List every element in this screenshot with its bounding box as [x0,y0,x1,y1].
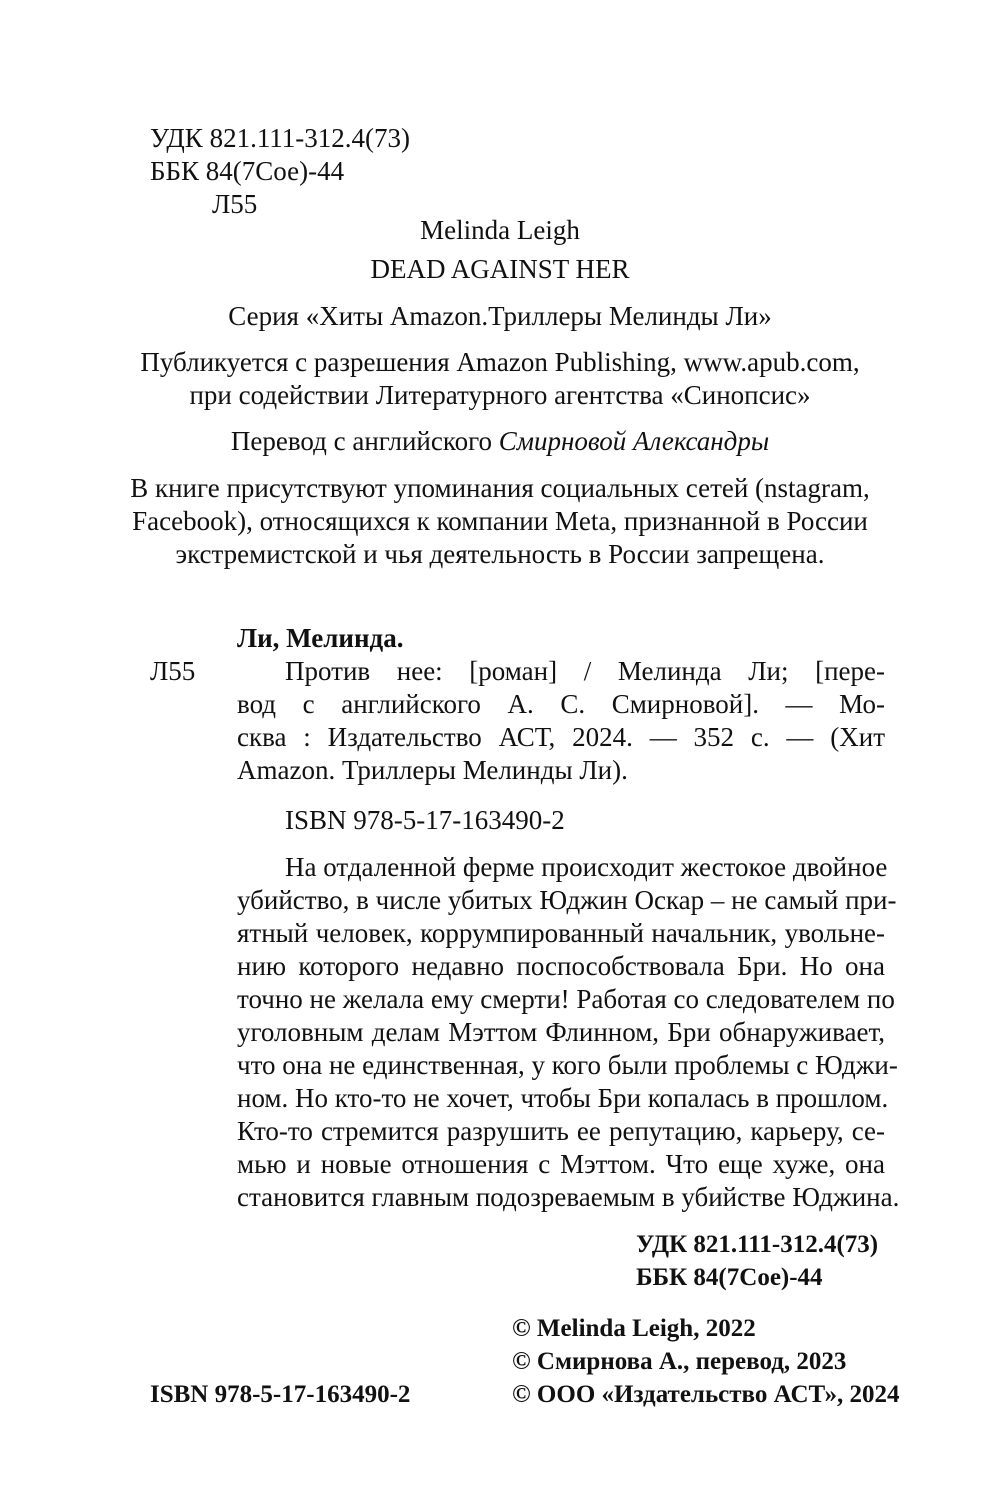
catalog-line: сква : Издательство АСТ, 2024. — 352 с. — (Хит [237,722,885,752]
annotation-line: уголовным делам Мэттом Флинном, Бри обнаруживает, [237,1017,885,1047]
rights-line: Публикуется с разрешения Amazon Publishing, www.apub.com, [140,347,860,377]
author-sign: Л55 [212,189,258,219]
notice-line: Facebook), относящихся к компании Meta, признанной в России [132,506,868,536]
translation-credit [0,425,1000,458]
udk-code: УДК 821.111-312.4(73) [150,123,411,153]
rights-line: при содействии Литературного агентства «Синопсис» [189,380,811,410]
annotation-line: точно не желала ему смерти! Работая со следователем по [237,984,895,1014]
copyright-line: © Melinda Leigh, 2022 [512,1315,756,1342]
annotation-line: ном. Но кто-то не хочет, чтобы Бри копалась в прошлом. [237,1083,889,1113]
series: Серия «Хиты Amazon.Триллеры Мелинды Ли» [228,301,772,331]
annotation-line: мью и новые отношения с Мэттом. Что еще хуже, она [237,1149,885,1179]
notice-line: экстремистской и чья деятельность в России запрещена. [175,539,825,569]
annotation-line: что она не единственная, у кого были проблемы с Юджи- [237,1050,898,1080]
catalog-line: Amazon. Триллеры Мелинды Ли). [237,755,628,785]
footer-bbk: ББК 84(7Сое)-44 [636,1264,823,1291]
footer-isbn: ISBN 978-5-17-163490-2 [150,1381,411,1408]
bbk-code: ББК 84(7Сое)-44 [150,156,345,186]
annotation-line: убийство, в числе убитых Юджин Оскар – не самый при- [237,885,897,915]
translator-name: Смирновой Александры [498,426,770,456]
notice-line: В книге присутствуют упоминания социальных сетей (nstagram, [130,473,870,503]
translation-prefix: Перевод с английского [230,426,499,456]
original-author: Melinda Leigh [420,215,580,245]
original-title: DEAD AGAINST HER [370,254,630,284]
annotation-line: На отдаленной ферме происходит жестокое двойное [285,852,888,882]
annotation-line: ятный человек, коррумпированный начальник, увольне- [237,918,885,948]
catalog-isbn: ISBN 978-5-17-163490-2 [285,805,565,835]
catalog-code: Л55 [150,656,196,686]
annotation-line: становится главным подозреваемым в убийстве Юджина. [237,1182,900,1212]
catalog-line: вод с английского А. С. Смирновой]. — Мо- [237,689,885,719]
footer-udk: УДК 821.111-312.4(73) [636,1231,879,1258]
catalog-line: Против нее: [роман] / Мелинда Ли; [пере- [285,656,885,686]
catalog-author: Ли, Мелинда. [237,623,404,653]
annotation-line: нию которого недавно поспособствовала Бри. Но она [237,951,885,981]
annotation-line: Кто-то стремится разрушить ее репутацию, карьеру, се- [237,1116,885,1146]
copyright-line: © Смирнова А., перевод, 2023 [512,1348,847,1375]
copyright-line: © ООО «Издательство АСТ», 2024 [512,1381,900,1408]
